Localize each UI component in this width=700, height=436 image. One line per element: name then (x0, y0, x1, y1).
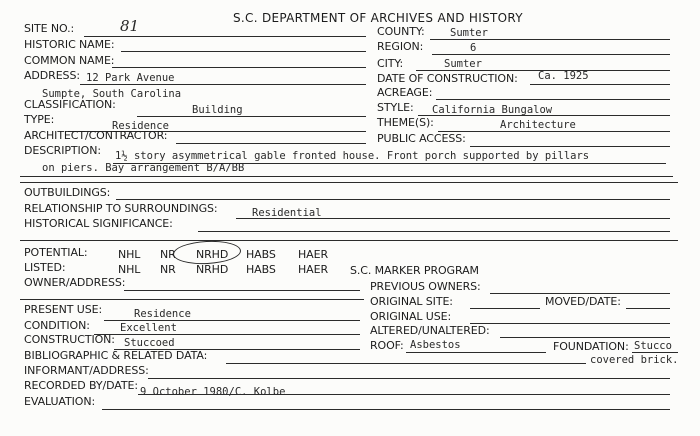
section-divider-3 (20, 299, 364, 300)
potential-label: POTENTIAL: (24, 246, 88, 259)
altered-label: ALTERED/UNALTERED: (370, 324, 490, 337)
original-use-line (470, 323, 670, 324)
listed-label: LISTED: (24, 261, 66, 274)
condition-line (94, 334, 360, 335)
listed-option-habs: HABS (246, 263, 276, 276)
roof-line (406, 352, 546, 353)
present-use-value: Residence (134, 308, 191, 320)
address-line (80, 84, 366, 85)
potential-option-haer: HAER (298, 248, 328, 261)
construction-label: CONSTRUCTION: (24, 333, 115, 346)
relationship-value: Residential (252, 207, 322, 219)
listed-option-nrhd: NRHD (196, 263, 229, 276)
foundation-value-line1: Stucco (634, 340, 672, 352)
outbuildings-label: OUTBUILDINGS: (24, 186, 111, 199)
roof-value: Asbestos (410, 339, 461, 351)
historic-name-line (121, 51, 366, 52)
form-title: S.C. DEPARTMENT OF ARCHIVES AND HISTORY (233, 11, 523, 25)
style-label: STYLE: (377, 101, 414, 114)
relationship-label: RELATIONSHIP TO SURROUNDINGS: (24, 202, 218, 215)
city-label: CITY: (377, 57, 404, 70)
significance-line (198, 231, 670, 232)
relationship-line (236, 218, 670, 219)
city-value: Sumter (444, 58, 482, 70)
recorded-by-line (138, 394, 670, 395)
public-access-line (470, 146, 670, 147)
region-label: REGION: (377, 40, 424, 53)
foundation-label: FOUNDATION: (553, 340, 629, 353)
condition-label: CONDITION: (24, 319, 90, 332)
themes-line (438, 131, 670, 132)
evaluation-line (102, 409, 670, 410)
moved-date-line (626, 308, 670, 309)
foundation-line (632, 352, 678, 353)
county-value: Sumter (450, 27, 488, 39)
date-of-construction-line (530, 84, 670, 85)
description-label: DESCRIPTION: (24, 144, 101, 157)
site-no-value: 81 (120, 17, 140, 35)
informant-line (148, 378, 670, 379)
date-of-construction-label: DATE OF CONSTRUCTION: (377, 72, 518, 85)
region-value: 6 (470, 42, 477, 54)
county-label: COUNTY: (377, 25, 425, 38)
section-divider-1 (20, 182, 678, 183)
address-label: ADDRESS: (24, 69, 80, 82)
previous-owners-label: PREVIOUS OWNERS: (370, 280, 481, 293)
informant-label: INFORMANT/ADDRESS: (24, 364, 149, 377)
altered-line (500, 337, 670, 338)
architect-line (176, 143, 366, 144)
address-value: 12 Park Avenue (86, 72, 175, 84)
evaluation-label: EVALUATION: (24, 395, 96, 408)
nrhd-circle-mark (172, 239, 241, 266)
listed-option-haer: HAER (298, 263, 328, 276)
classification-line (137, 116, 366, 117)
acreage-label: ACREAGE: (377, 86, 433, 99)
moved-date-label: MOVED/DATE: (545, 295, 621, 308)
county-line (430, 39, 670, 40)
potential-option-nr: NR (160, 248, 176, 261)
potential-option-nhl: NHL (118, 248, 141, 261)
themes-value: Architecture (500, 119, 576, 131)
listed-option-nhl: NHL (118, 263, 141, 276)
classification-value: Building (192, 104, 243, 116)
description-line-2 (20, 176, 673, 177)
site-no-label: SITE NO.: (24, 22, 75, 35)
owner-address-label: OWNER/ADDRESS: (24, 276, 126, 289)
public-access-label: PUBLIC ACCESS: (377, 132, 466, 145)
potential-option-habs: HABS (246, 248, 276, 261)
original-site-label: ORIGINAL SITE: (370, 295, 453, 308)
recorded-by-label: RECORDED BY/DATE: (24, 379, 138, 392)
significance-label: HISTORICAL SIGNIFICANCE: (24, 217, 173, 230)
present-use-label: PRESENT USE: (24, 303, 103, 316)
original-site-line (470, 308, 540, 309)
region-line (432, 54, 670, 55)
marker-program-label: S.C. MARKER PROGRAM (350, 264, 479, 277)
acreage-line (436, 99, 670, 100)
description-value-line2: on piers. Bay arrangement B/A/BB (42, 162, 245, 174)
outbuildings-line (116, 199, 670, 200)
section-divider-2 (20, 240, 678, 241)
bibliographic-label: BIBLIOGRAPHIC & RELATED DATA: (24, 349, 208, 362)
site-no-line (84, 36, 366, 37)
style-value: California Bungalow (432, 104, 553, 116)
style-line (418, 115, 670, 116)
common-name-line (112, 67, 366, 68)
architect-label: ARCHITECT/CONTRACTOR: (24, 129, 168, 142)
bibliographic-line (226, 363, 586, 364)
present-use-line (104, 320, 360, 321)
type-label: TYPE: (24, 113, 55, 126)
date-of-construction-value: Ca. 1925 (538, 70, 589, 82)
roof-label: ROOF: (370, 339, 404, 352)
type-value: Residence (112, 120, 169, 132)
construction-value: Stuccoed (124, 337, 175, 349)
previous-owners-line (490, 293, 670, 294)
themes-label: THEME(S): (377, 116, 434, 129)
description-value-line1: 1½ story asymmetrical gable fronted house. Front porch supported by pillars (115, 150, 590, 162)
original-use-label: ORIGINAL USE: (370, 310, 452, 323)
potential-option-nrhd: NRHD (196, 248, 229, 261)
historic-name-label: HISTORIC NAME: (24, 38, 115, 51)
listed-option-nr: NR (160, 263, 176, 276)
owner-address-line (124, 290, 360, 291)
recorded-by-value: 9 October 1980/C. Kolbe (140, 386, 286, 398)
address-value-line2: Sumpte, South Carolina (42, 88, 182, 100)
common-name-label: COMMON NAME: (24, 54, 115, 67)
foundation-value-line2: covered brick. (590, 354, 679, 366)
classification-label: CLASSIFICATION: (24, 98, 116, 111)
condition-value: Excellent (120, 322, 177, 334)
